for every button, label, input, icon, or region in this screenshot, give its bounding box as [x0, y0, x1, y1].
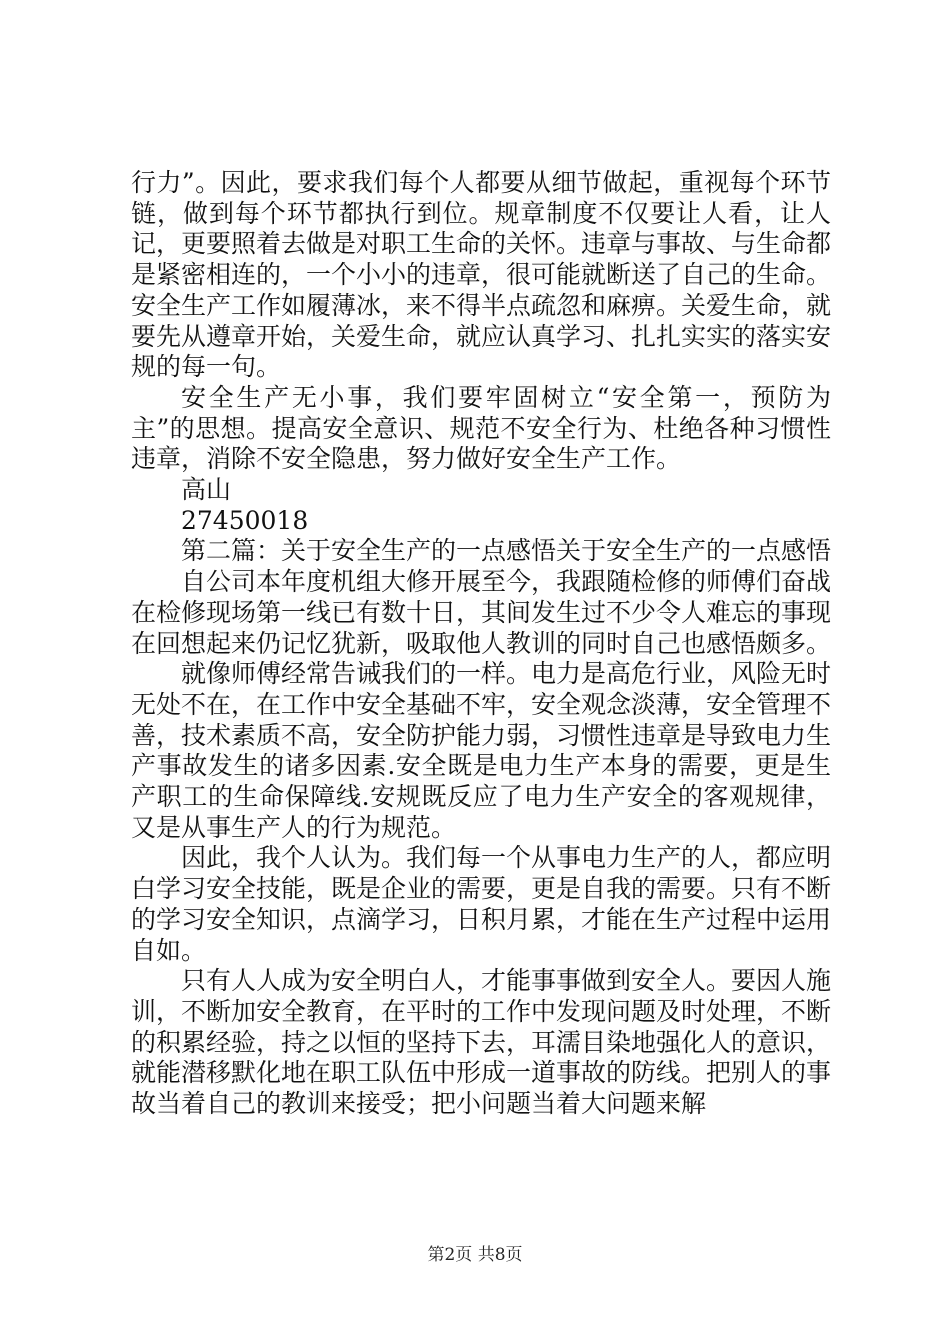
page-number-footer: 第2页 共8页: [427, 1245, 523, 1265]
paragraph-safety-first: 安全生产无小事，我们要牢固树立“安全第一，预防为主”的思想。提高安全意识、规范不安全行为、杜绝各种习惯性违章，消除不安全隐患，努力做好安全生产工作。: [131, 382, 831, 474]
paragraph-high-risk: 就像师傅经常告诫我们的一样。电力是高危行业，风险无时无处不在，在工作中安全基础不牢，安全观念淡薄，安全管理不善，技术素质不高，安全防护能力弱，习惯性违章是导致电力生产事故发生的诸多因素.安全既是电力生产本身的需要，更是生产职工的生命保障线.安规既反应了电力生产安全的客观规律，又是从事生产人的行为规范。: [131, 659, 832, 842]
document-body: [131, 168, 831, 1120]
paragraph-continuation: 行力”。因此，要求我们每个人都要从细节做起，重视每个环节链，做到每个环节都执行到位。规章制度不仅要让人看，让人记，更要照着去做是对职工生命的关怀。违章与事故、与生命都是紧密相连的，一个小小的违章，很可能就断送了自己的生命。安全生产工作如履薄冰，来不得半点疏忽和麻痹。关爱生命，就要先从遵章开始，关爱生命，就应认真学习、扎扎实实的落实安规的每一句。: [131, 168, 832, 382]
paragraph-everyone-safe: 只有人人成为安全明白人，才能事事做到安全人。要因人施训，不断加安全教育，在平时的工作中发现问题及时处理，不断的积累经验，持之以恒的坚持下去，耳濡目染地强化人的意识，就能潜移默化地在职工队伍中形成一道事故的防线。把别人的事故当着自己的教训来接受；把小问题当着大问题来解: [131, 966, 832, 1119]
author-id: 27450018: [181, 505, 309, 535]
paragraph-learning: 因此，我个人认为。我们每一个从事电力生产的人，都应明白学习安全技能，既是企业的需要，更是自我的需要。只有不断的学习安全知识，点滴学习，日积月累，才能在生产过程中运用自如。: [131, 843, 832, 965]
paragraph-overhaul: 自公司本年度机组大修开展至今，我跟随检修的师傅们奋战在检修现场第一线已有数十日，其间发生过不少令人难忘的事现在回想起来仍记忆犹新，吸取他人教训的同时自己也感悟颇多。: [131, 567, 832, 658]
section-heading: 第二篇：关于安全生产的一点感悟关于安全生产的一点感悟: [181, 536, 832, 566]
author-name: 高山: [181, 475, 232, 505]
